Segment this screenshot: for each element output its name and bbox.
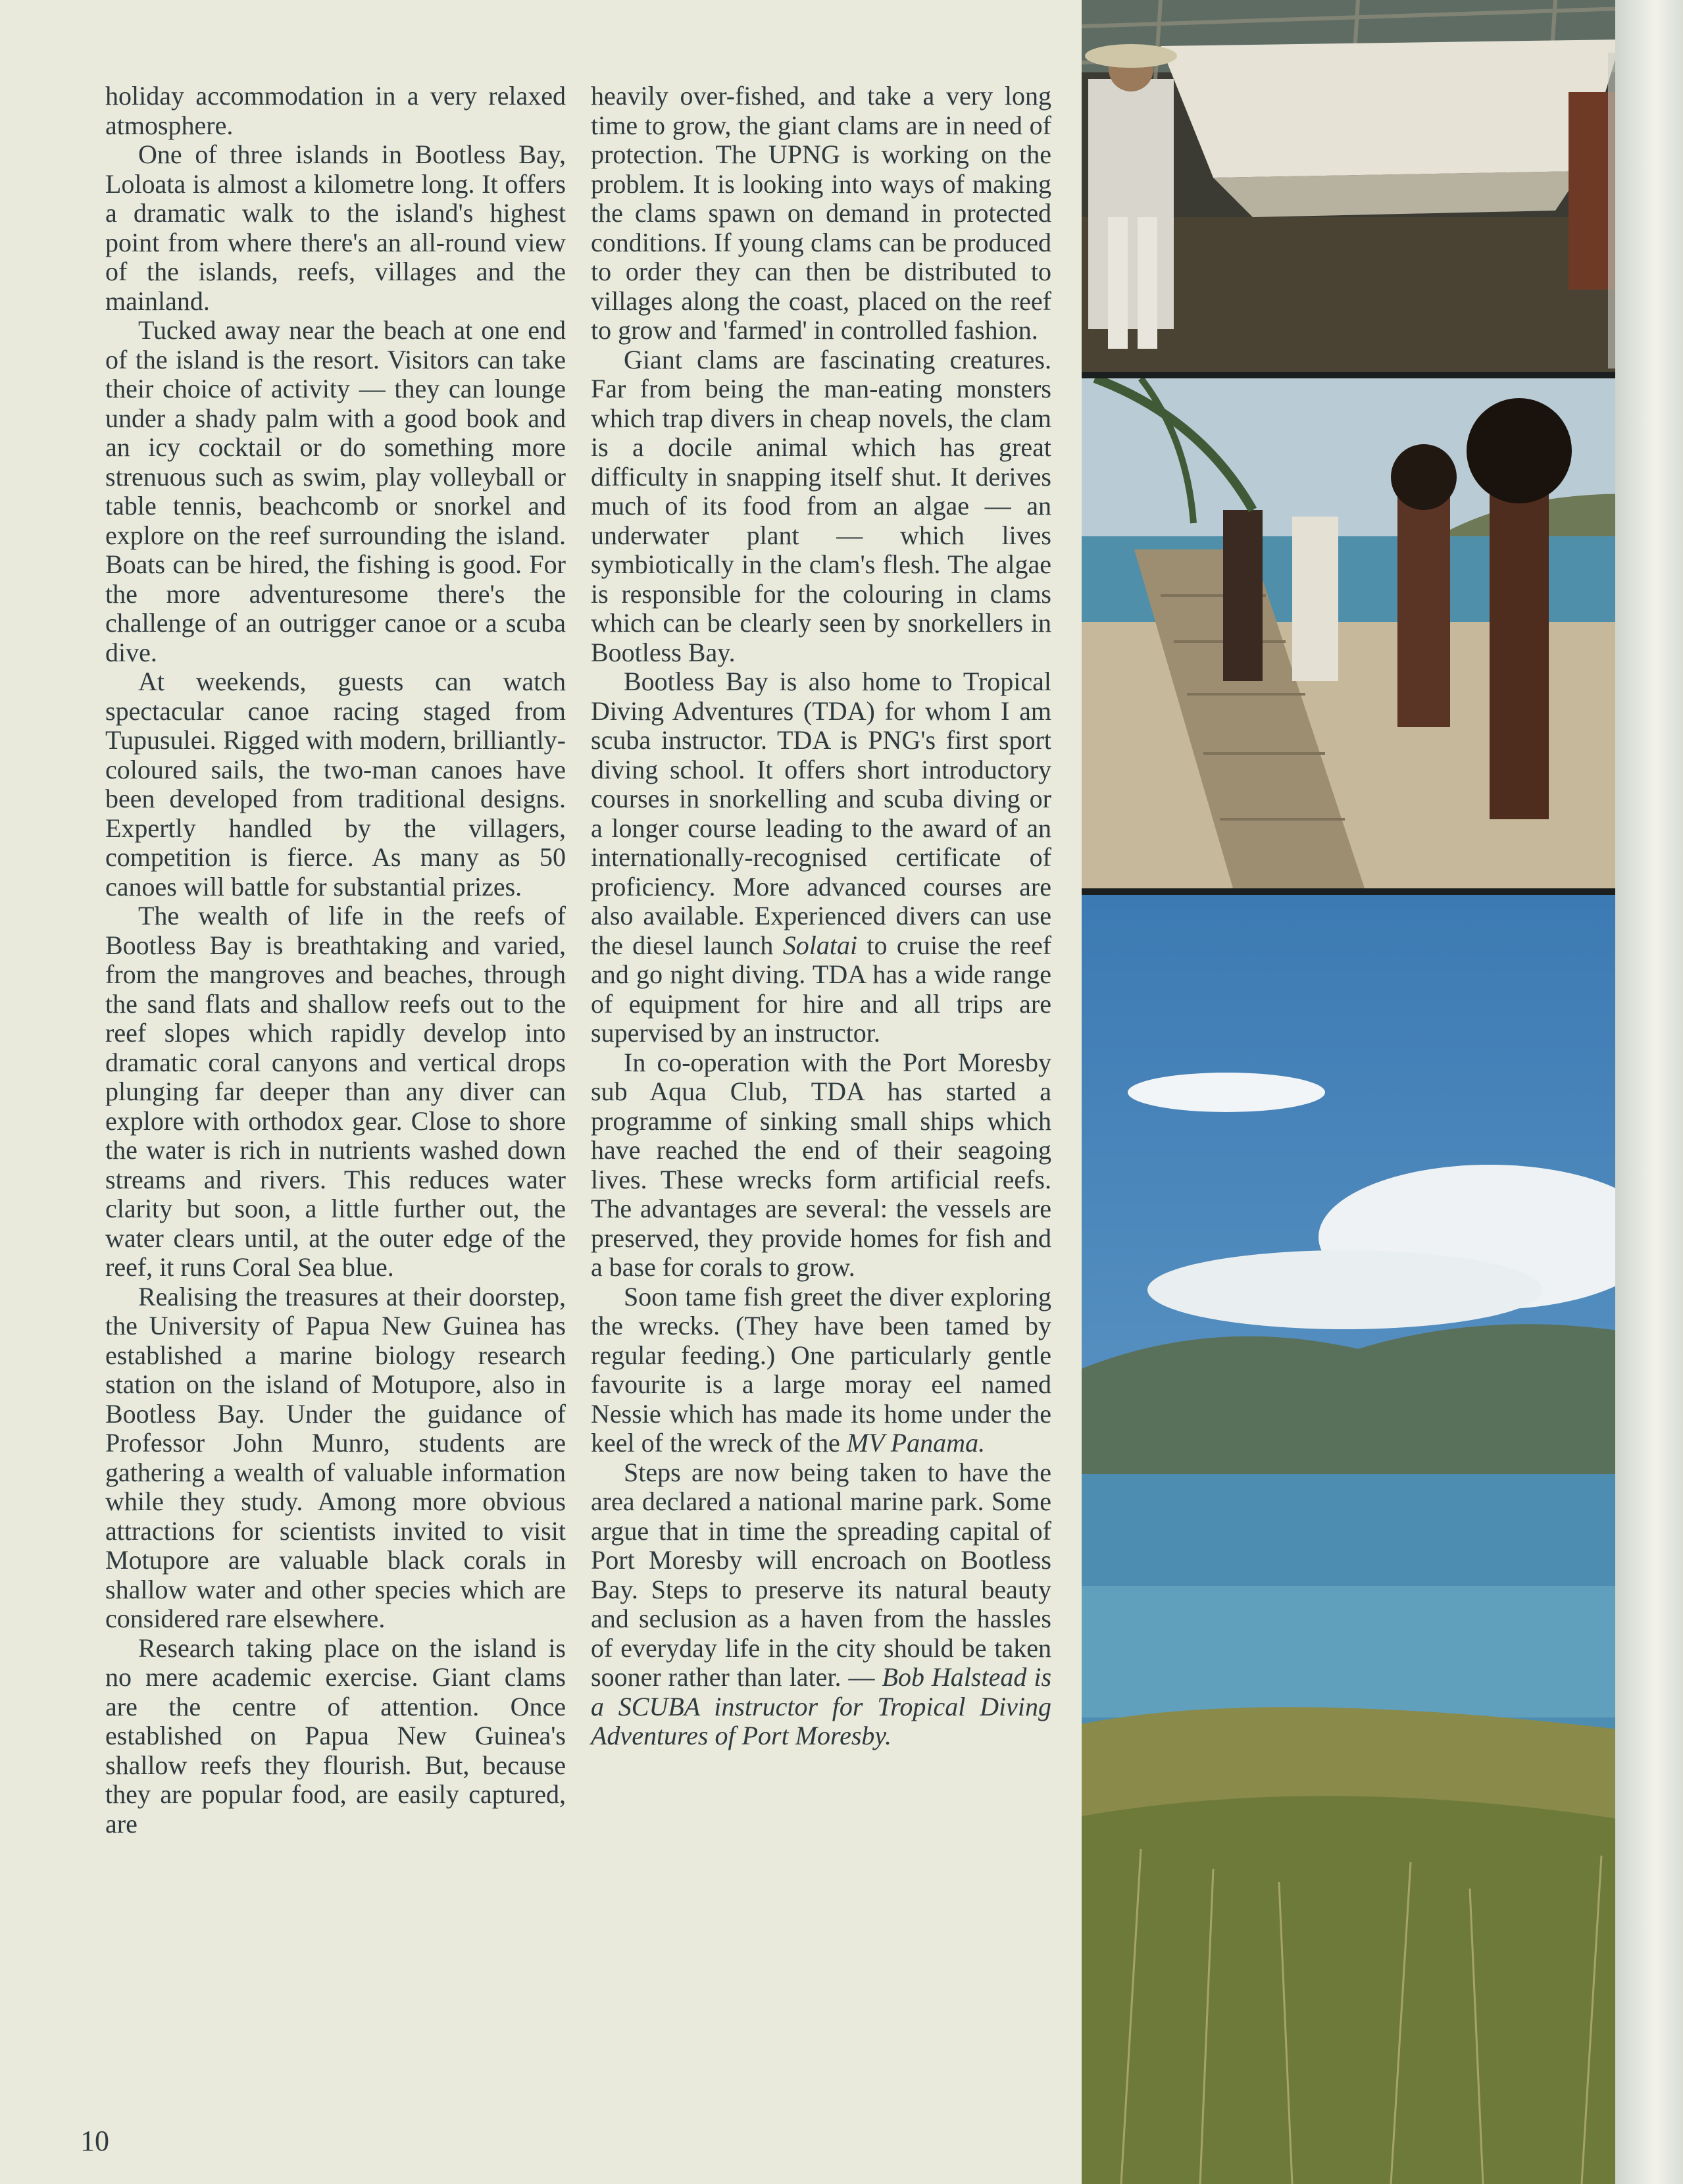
paragraph: At weekends, guests can watch spectacular canoe racing staged from Tupusulei. Rigged with modern, brilliantly-coloured sails, the two-man canoes have been developed from traditional designs. Expertly handled by the villagers, competition is fierce. As many as 50 canoes will battle for substantial prizes. (105, 667, 566, 902)
photo-strip (1082, 0, 1683, 2184)
paragraph: One of three islands in Bootless Bay, Loloata is almost a kilometre long. It offers a dramatic walk to the island's highest point from where there's an all-round view of the islands, reefs, villages and the mainland. (105, 140, 566, 316)
paragraph (591, 1458, 1051, 1751)
author-byline: Bob Halstead is a SCUBA instructor for Tropical Diving Adventures of Port Moresby. (591, 1662, 1052, 1750)
text-column-right (591, 82, 1051, 1751)
paragraph: The wealth of life in the reefs of Bootless Bay is breathtaking and varied, from the mangroves and beaches, through the sand flats and shallow reefs out to the reef slopes which rapidly develop into dramatic coral canyons and vertical drops plunging far deeper than any diver can explore with orthodox gear. Close to shore the water is rich in nutrients washed down streams and rivers. This reduces water clarity but soon, a little further out, the water clears until, at the outer edge of the reef, it runs Coral Sea blue. (105, 901, 566, 1282)
paragraph (591, 667, 1051, 1048)
paragraph: Giant clams are fascinating creatures. Far from being the man-eating monsters which trap divers in cheap novels, the clam is a docile animal which has great difficulty in snapping itself shut. It derives much of its food from an algae — an underwater plant — which lives symbiotically in the clam's flesh. The algae is responsible for the colouring in clams which can be clearly seen by snorkellers in Bootless Bay. (591, 344, 1051, 667)
paragraph: holiday accommodation in a very relaxed atmosphere. (105, 81, 566, 140)
paragraph: In co-operation with the Port Moresby sub Aqua Club, TDA has started a programme of sinking small ships which have reached the end of their seagoing lives. These wrecks form artificial reefs. The advantages are several: the vessels are preserved, they provide homes for fish and a base for corals to grow. (591, 1047, 1051, 1282)
paragraph: Research taking place on the island is no mere academic exercise. Giant clams are the centre of attention. Once established on Papua New Guinea's shallow reefs they flourish. But, because they are popular food, are easily captured, are (105, 1633, 566, 1839)
paragraph: Tucked away near the beach at one end of the island is the resort. Visitors can take their choice of activity — they can lounge under a shady palm with a good book and an icy cocktail or do something more strenuous such as swim, play volleyball or table tennis, beachcomb or snorkel and explore on the reef surrounding the island. Boats can be hired, the fishing is good. For the more adventuresome there's the challenge of an outrigger canoe or a scuba dive. (105, 315, 566, 667)
boatshed-photo (1082, 0, 1683, 372)
text-column-left (105, 82, 566, 1839)
paragraph: heavily over-fished, and take a very long time to grow, the giant clams are in need of protection. The UPNG is working on the problem. It is looking into ways of making the clams spawn on demand in protected conditions. If young clams can be produced to order they can then be distributed to villages along the coast, placed on the reef to grow and 'farmed' in controlled fashion. (591, 81, 1051, 345)
paragraph-text: Bootless Bay is also home to Tropical Diving Adventures (TDA) for whom I am scuba instructor. TDA is PNG's first sport diving school. It offers short introductory courses in snorkelling and scuba diving or a longer course leading to the award of an internationally-recognised certificate of proficiency. More advanced courses are also available. Experienced divers can use the diesel launch (591, 667, 1051, 960)
paragraph-text: to cruise the reef and go night diving. TDA has a wide range of equipment for hire and all trips are supervised by an instructor. (591, 930, 1052, 1048)
paragraph-text: Soon tame fish greet the diver exploring the wrecks. (They have been tamed by regular feeding.) One particularly gentle favourite is a large moray eel named Nessie which has made its home under the keel of the wreck of the (591, 1281, 1051, 1458)
paragraph (591, 1282, 1051, 1458)
paragraph: Realising the treasures at their doorstep, the University of Papua New Guinea has established a marine biology research station on the island of Motupore, also in Bootless Bay. Under the guidance of Professor John Munro, students are gathering a wealth of valuable information while they study. Among more obvious attractions for scientists invited to visit Motupore are valuable black corals in shallow water and other species which are considered rare elsewhere. (105, 1281, 566, 1633)
page-gutter (1615, 0, 1683, 2184)
bay-landscape-photo (1082, 895, 1683, 2184)
boat-name: Solatai (782, 930, 858, 960)
page-number: 10 (80, 2125, 109, 2157)
paragraph-text: Steps are now being taken to have the area declared a national marine park. Some argue that in time the spreading capital of Port Moresby will encroach on Bootless Bay. Steps to preserve its natural beauty and seclusion as a haven from the hassles of everyday life in the city should be taken sooner rather than later. — (591, 1457, 1051, 1692)
wreck-name: MV Panama. (846, 1428, 986, 1458)
jetty-divers-photo (1082, 378, 1683, 888)
